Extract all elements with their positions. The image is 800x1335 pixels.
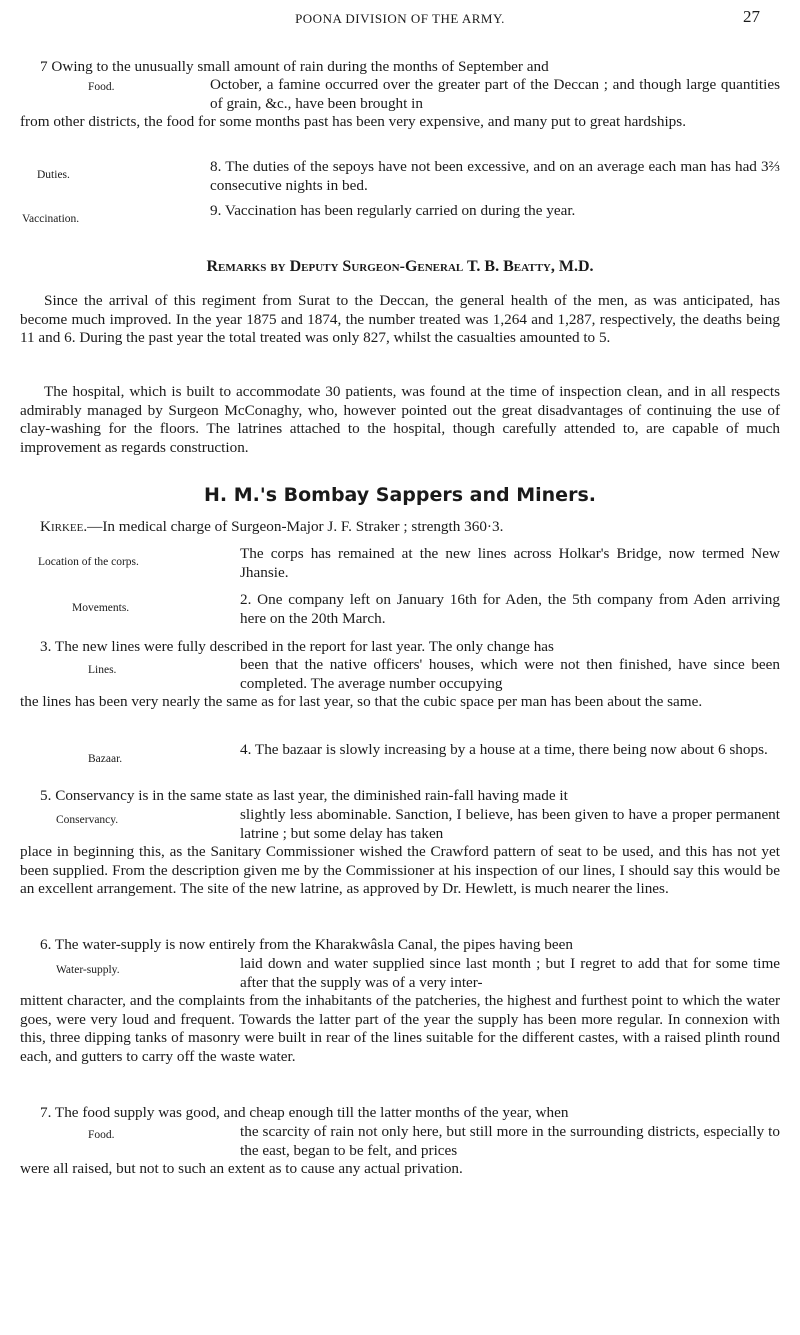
running-title: POONA DIVISION OF THE ARMY.: [295, 11, 505, 26]
sappers-para-3-side: been that the native officers' houses, which were not then finished, have since been completed. The average number occupying: [240, 656, 780, 692]
para-7-rest: from other districts, the food for some months past has been very expensive, and many put to great hardships.: [20, 113, 686, 130]
page-header: [40, 8, 760, 32]
margin-note-conservancy: Conservancy.: [56, 814, 119, 826]
para-7-first: Owing to the unusually small amount of rain during the months of September and: [51, 58, 549, 75]
subtitle-text: —In medical charge of Surgeon-Major J. F. Straker ; strength 360·3.: [87, 518, 504, 535]
sappers-para-6-side: laid down and water supplied since last month ; but I regret to add that for some time after that the supply was of a very inter-: [240, 955, 780, 991]
sappers-para-3-rest: the lines has been very nearly the same as for last year, so that the cubic space per man has been about the same.: [20, 693, 703, 710]
para-7-side: October, a famine occurred over the greater part of the Deccan ; and though large quantities of grain, &c., have been brought in: [210, 76, 780, 112]
page-number: 27: [743, 7, 760, 26]
sappers-para-3-first: 3. The new lines were fully described in the report for last year. The only change has: [40, 638, 554, 655]
para-9: 9. Vaccination has been regularly carried on during the year.: [210, 202, 576, 219]
sappers-para-5-rest: place in beginning this, as the Sanitary Commissioner wished the Crawford pattern of seat to be used, and this has not yet been supplied. From the description given me by the Commissioner at his inspection of our lines, I should say this would be an excellent arrangement. The site of the new latrine, as approved by Dr. Hewlett, is much nearer the lines.: [20, 843, 780, 898]
sappers-para-7-rest: were all raised, but not to such an extent as to cause any actual privation.: [20, 1160, 463, 1177]
margin-note-food: Food.: [88, 81, 115, 93]
sappers-para-6-rest: mittent character, and the complaints from the inhabitants of the patcheries, the highest and furthest point to which the water goes, were very loud and frequent. Towards the latter part of the year the supply has been more regular. In connexion with this, three dipping tanks of masonry were built in rear of the lines suitable for the different castes, with a raised plinth round each, and gutters to carry off the waste water.: [20, 992, 780, 1065]
sappers-para-1: The corps has remained at the new lines across Holkar's Bridge, now termed New Jhansie.: [240, 545, 780, 581]
para-7-first-line: [40, 58, 780, 77]
margin-note-vaccination: Vaccination.: [22, 213, 80, 225]
para-7-number: 7: [40, 58, 48, 75]
station-name: Kirkee.: [40, 518, 88, 535]
sappers-para-4: 4. The bazaar is slowly increasing by a house at a time, there being now about 6 shops.: [240, 741, 768, 758]
margin-note-bazaar: Bazaar.: [88, 753, 123, 765]
sappers-para-5-side: slightly less abominable. Sanction, I believe, has been given to have a proper permanent latrine ; but some delay has taken: [240, 806, 780, 842]
margin-note-location: Location of the corps.: [38, 556, 139, 568]
margin-note-food-2: Food.: [88, 1129, 115, 1141]
sappers-para-7-first: 7. The food supply was good, and cheap enough till the latter months of the year, when: [40, 1104, 569, 1121]
margin-note-movements: Movements.: [72, 602, 130, 614]
para-8: 8. The duties of the sepoys have not been excessive, and on an average each man has had 3⅔ consecutive nights in bed.: [210, 158, 780, 194]
sappers-para-6-first: 6. The water-supply is now entirely from the Kharakwâsla Canal, the pipes having been: [40, 936, 573, 953]
margin-note-lines: Lines.: [88, 664, 117, 676]
margin-note-water-supply: Water-supply.: [56, 964, 120, 976]
remarks-paragraph-1: Since the arrival of this regiment from Surat to the Deccan, the general health of the men, as was anticipated, has become much improved. In the year 1875 and 1874, the number treated was 1,264 and 1,287, respectively, the deaths being 11 and 6. During the past year the total treated was only 827, whilst the casualties amounted to 5.: [20, 292, 780, 347]
section-title: H. M.'s Bombay Sappers and Miners.: [204, 484, 596, 506]
remarks-heading: Remarks by Deputy Surgeon-General T. B. Beatty, M.D.: [206, 258, 594, 275]
sappers-para-7-side: the scarcity of rain not only here, but still more in the surrounding districts, especially to the east, began to be felt, and prices: [240, 1123, 780, 1159]
sappers-para-2: 2. One company left on January 16th for Aden, the 5th company from Aden arriving here on the 20th March.: [240, 591, 780, 627]
section-subtitle: [40, 518, 780, 537]
remarks-paragraph-2: The hospital, which is built to accommodate 30 patients, was found at the time of inspection clean, and in all respects admirably managed by Surgeon McConaghy, who, however pointed out the great disadvantages of continuing the use of clay-washing for the floors. The latrines attached to the hospital, though carefully attended to, are capable of much improvement as regards construction.: [20, 383, 780, 456]
sappers-para-5-first: 5. Conservancy is in the same state as last year, the diminished rain-fall having made it: [40, 787, 568, 804]
margin-note-duties: Duties.: [37, 169, 70, 181]
